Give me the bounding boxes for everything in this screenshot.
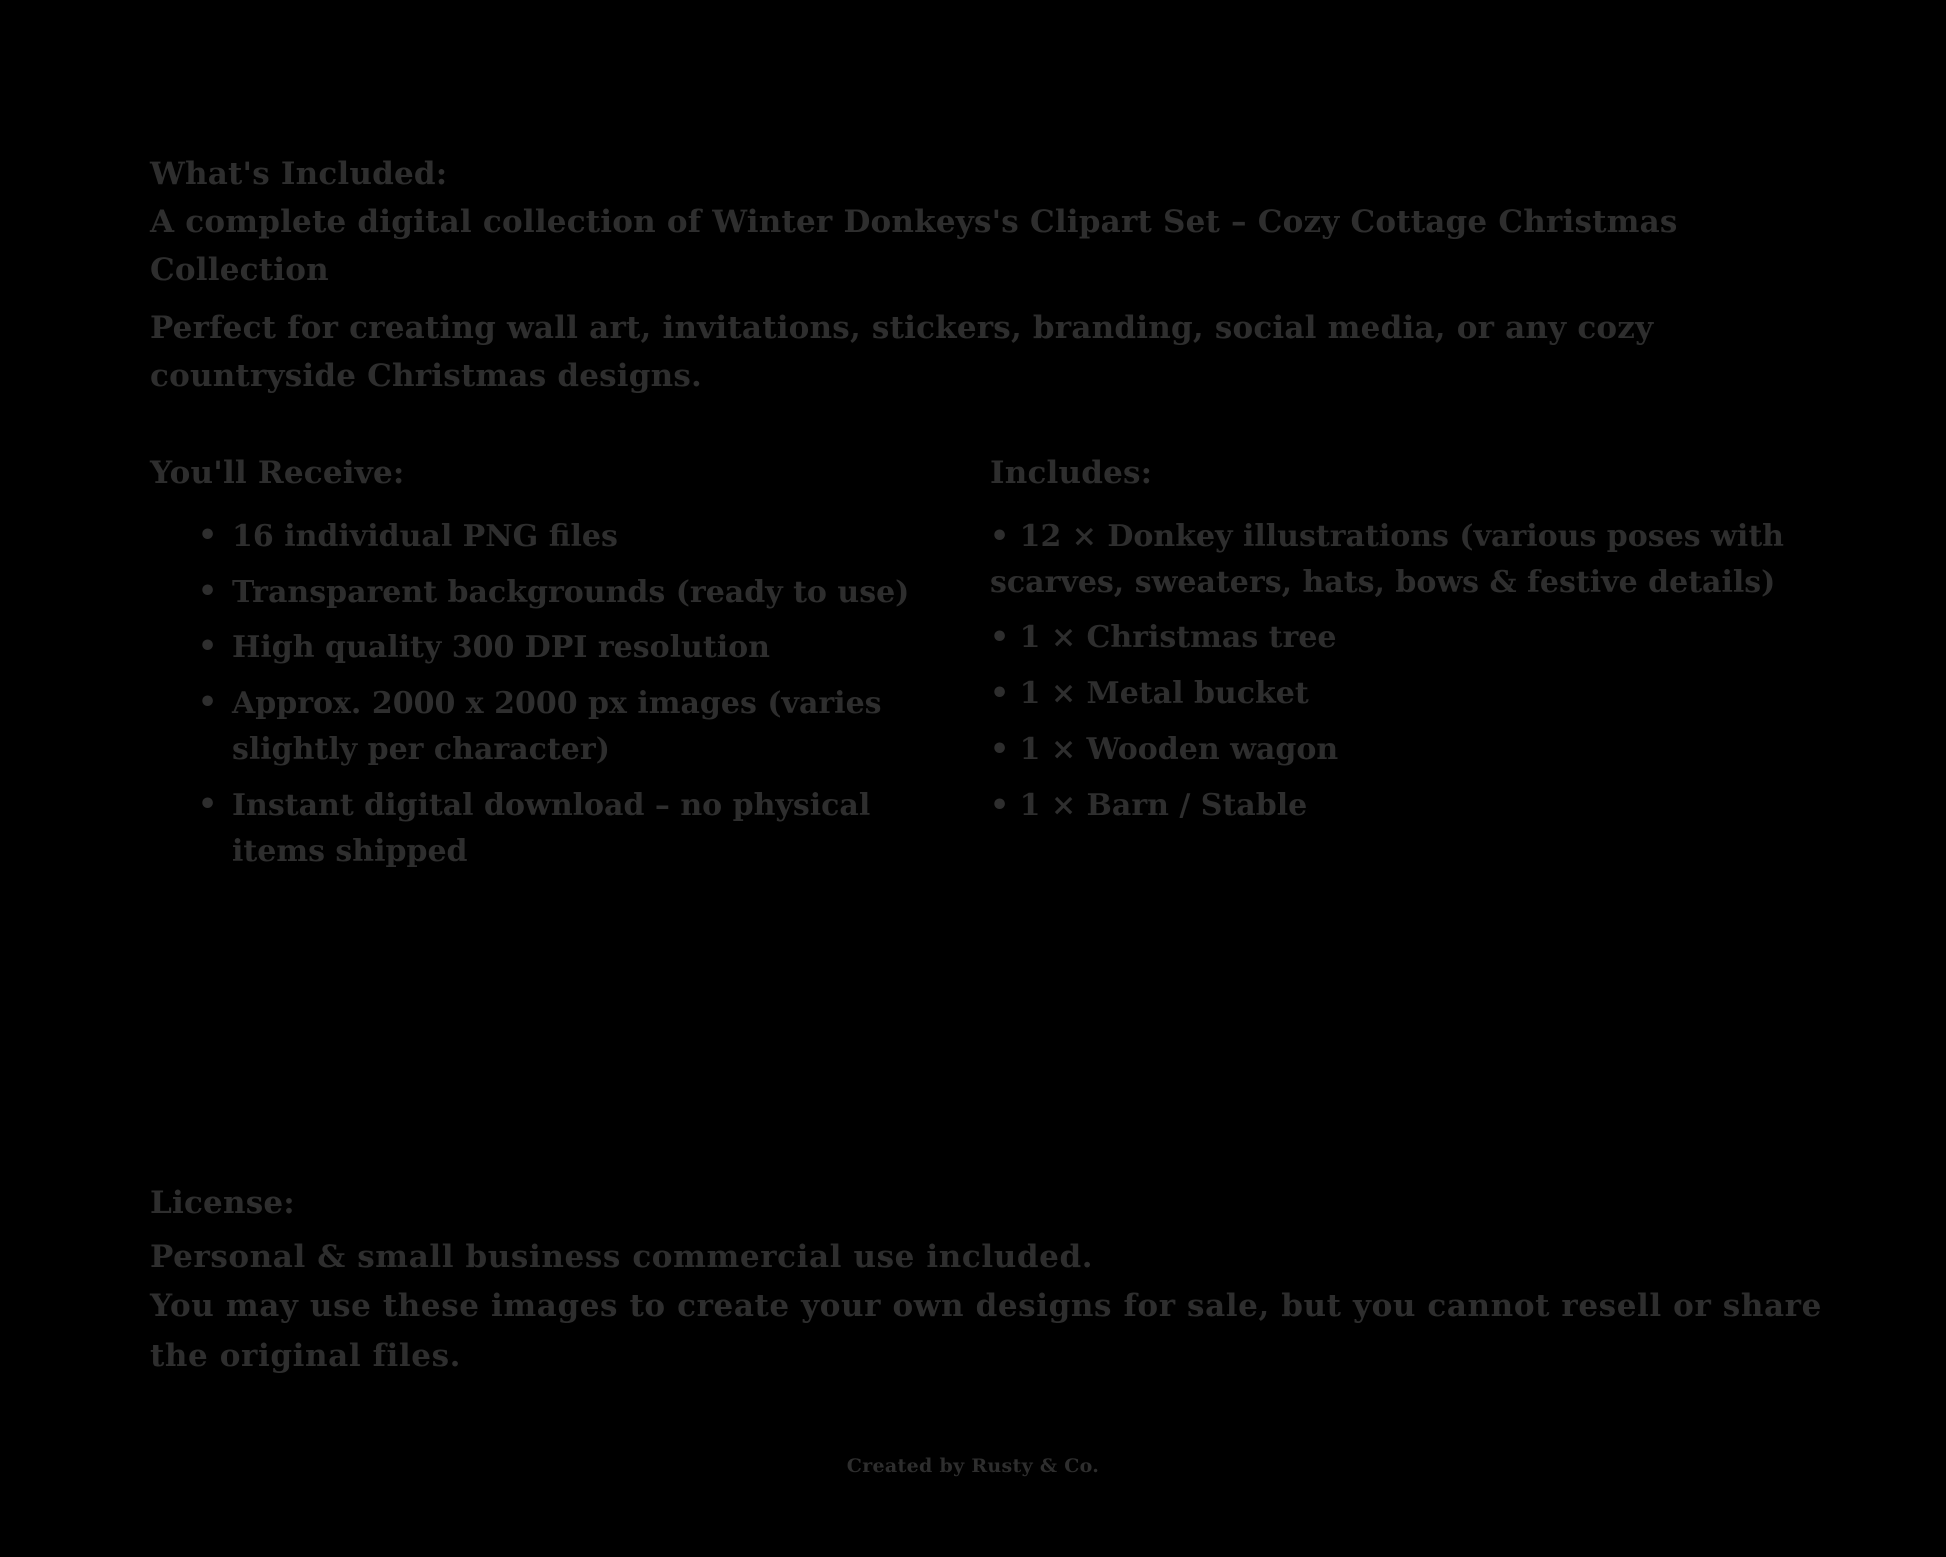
- details-columns: [150, 452, 1796, 885]
- list-item: • 1 × Christmas tree: [990, 620, 1337, 656]
- intro-line-perfect-for: Perfect for creating wall art, invitations, stickers, branding, social media, or any cozy countryside Christmas designs.: [150, 310, 1654, 395]
- includes-column: [990, 452, 1796, 885]
- license-section: [150, 1180, 1830, 1381]
- license-heading: License:: [150, 1185, 295, 1221]
- list-item: • 1 × Wooden wagon: [990, 732, 1339, 768]
- list-item: • Instant digital download – no physical items shipped: [198, 783, 952, 875]
- youll-receive-list: [150, 514, 990, 875]
- includes-list: [990, 514, 1796, 829]
- list-item: • High quality 300 DPI resolution: [198, 625, 952, 671]
- list-item: • 1 × Barn / Stable: [990, 788, 1308, 824]
- list-item: • Transparent backgrounds (ready to use): [198, 570, 952, 616]
- list-item: • Approx. 2000 x 2000 px images (varies slightly per character): [198, 681, 952, 773]
- includes-heading: Includes:: [990, 455, 1153, 492]
- footer-credit: Created by Rusty & Co.: [846, 1455, 1100, 1477]
- list-item: • 1 × Metal bucket: [990, 676, 1309, 712]
- whats-included-heading: What's Included:: [150, 156, 448, 192]
- youll-receive-column: [150, 452, 990, 885]
- list-item: • 16 individual PNG files: [198, 514, 952, 560]
- intro-section: [150, 150, 1796, 400]
- youll-receive-heading: You'll Receive:: [150, 455, 405, 492]
- intro-line-collection: A complete digital collection of Winter Donkeys's Clipart Set – Cozy Cottage Christmas Collection: [150, 204, 1678, 289]
- license-line-personal-use: Personal & small business commercial use included.: [150, 1238, 1094, 1275]
- license-line-resale-terms: You may use these images to create your own designs for sale, but you cannot resell or share the original files.: [150, 1288, 1822, 1374]
- list-item: • 12 × Donkey illustrations (various poses with scarves, sweaters, hats, bows & festive details): [990, 518, 1784, 600]
